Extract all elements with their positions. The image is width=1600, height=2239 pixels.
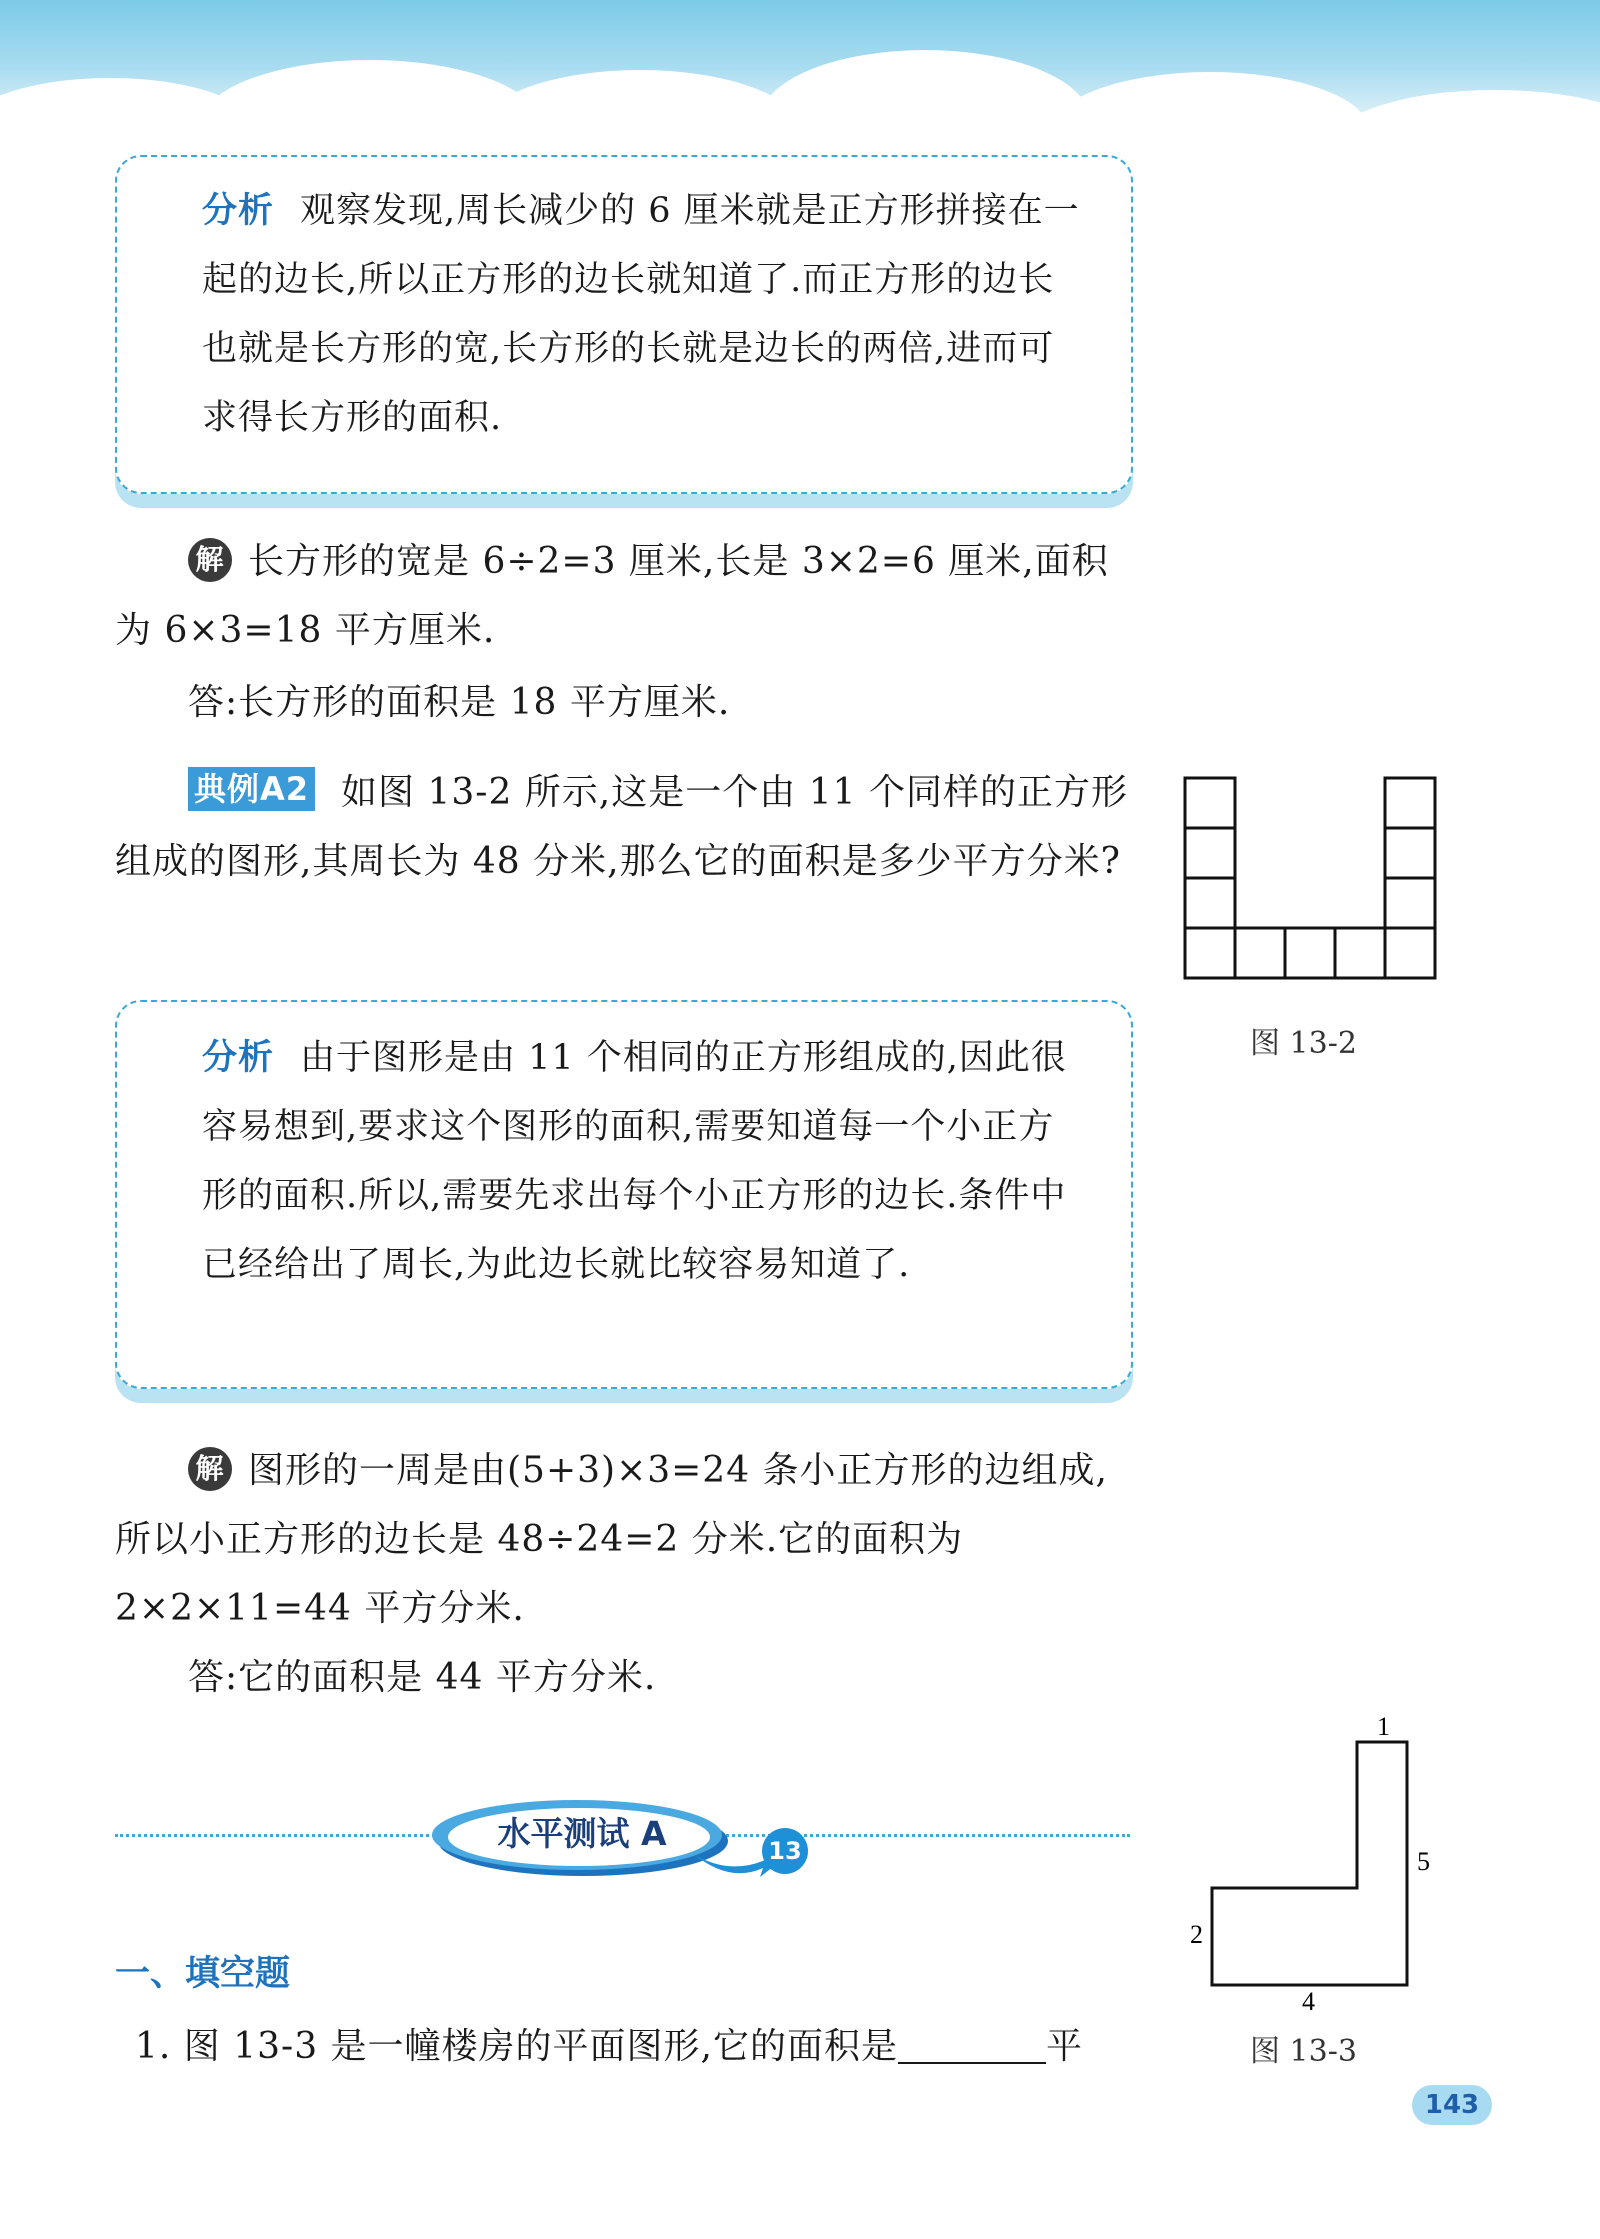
question-text-suffix: 平 [1046,2026,1084,2067]
example-tag [188,767,315,811]
analysis-box [115,1000,1133,1389]
answer-text: 答:长方形的面积是 18 平方厘米. [188,682,731,723]
solution-paragraph [115,1436,1135,1643]
question-text: 1. 图 13-3 是一幢楼房的平面图形,它的面积是 [135,2026,898,2067]
analysis-text [202,177,1082,453]
figure-13-3 [1180,1705,1440,2025]
solution-text: 图形的一周是由(5+3)×3=24 条小正方形的边组成,所以小正方形的边长是 48÷24=2 分米.它的面积为 2×2×11=44 平方分米. [115,1450,1108,1629]
answer-paragraph [115,1643,1135,1712]
unit-number-badge: 13 [762,1828,808,1874]
answer-blank[interactable] [898,2026,1046,2064]
example-paragraph [115,758,1135,896]
example-text: 如图 13-2 所示,这是一个由 11 个同样的正方形组成的图形,其周长为 48 分米,那么它的面积是多少平方分米? [115,772,1128,882]
solution-text: 长方形的宽是 6÷2=3 厘米,长是 3×2=6 厘米,面积为 6×3=18 平方厘米. [115,541,1109,651]
figure-caption: 图 13-2 [1250,1026,1357,1061]
question-1 [115,2012,1135,2081]
solution-badge: 解 [188,1447,232,1491]
figure-label-right: 5 [1417,1847,1430,1876]
figure-label-left: 2 [1190,1920,1203,1949]
analysis-text [202,1024,1082,1300]
answer-paragraph [115,668,1135,737]
analysis-body: 观察发现,周长减少的 6 厘米就是正方形拼接在一起的边长,所以正方形的边长就知道了.而正方形的边长也就是长方形的宽,长方形的长就是边长的两倍,进而可求得长方形的面积. [202,191,1080,438]
example-tag-number: A2 [260,770,310,808]
figure-13-2 [1180,775,1440,985]
solution-paragraph [115,527,1135,665]
analysis-box [115,155,1133,494]
figure-label-top: 1 [1377,1712,1390,1741]
section-title: 一、填空题 [115,1954,291,1994]
analysis-label: 分析 [202,191,275,231]
page-number: 143 [1412,2085,1492,2125]
test-banner-label: 水平测试 A [497,1814,667,1853]
answer-text: 答:它的面积是 44 平方分米. [188,1657,657,1698]
figure-caption: 图 13-3 [1250,2034,1357,2069]
solution-badge: 解 [188,538,232,582]
analysis-label: 分析 [202,1038,275,1078]
figure-label-bottom: 4 [1302,1987,1315,2016]
analysis-body: 由于图形是由 11 个相同的正方形组成的,因此很容易想到,要求这个图形的面积,需要知道每一个小正方形的面积.所以,需要先求出每个小正方形的边长.条件中已经给出了周长,为此边长就比较容易知道了. [202,1038,1067,1285]
example-tag-label: 典例 [194,770,261,808]
